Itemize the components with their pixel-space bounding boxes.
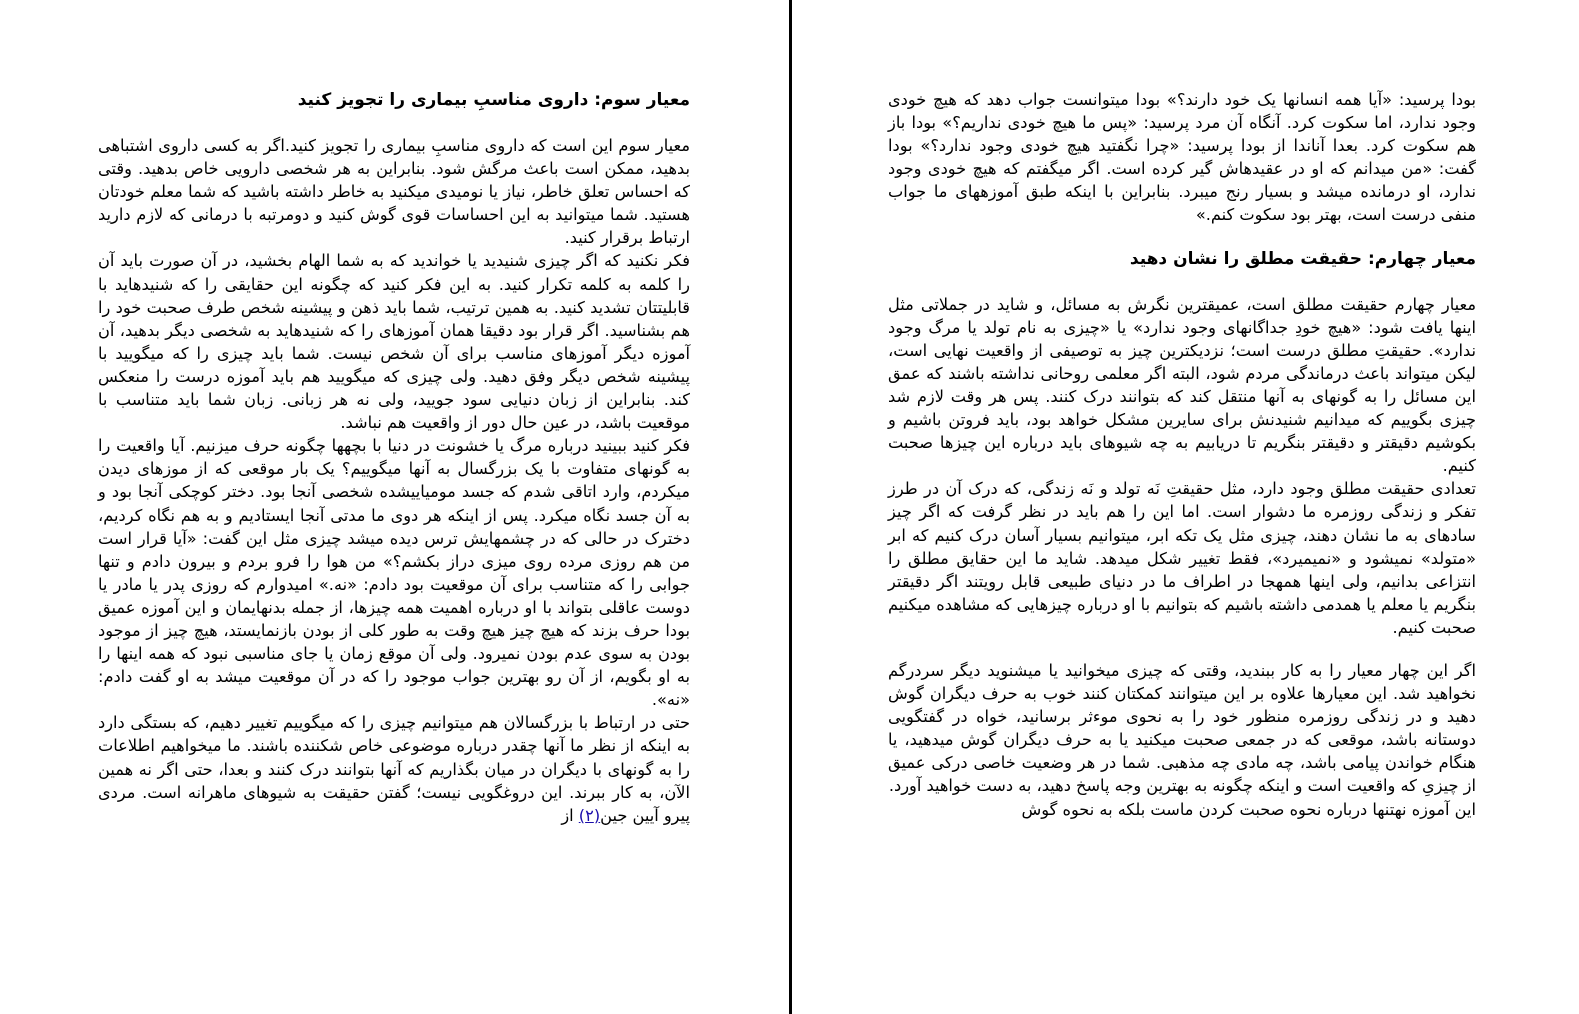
section-heading-criterion-four: معیار چهارم: حقیقت مطلق را نشان دهید: [1129, 248, 1476, 269]
paragraph: اگر این چهار معیار را به کار ببندید، وقتی که چیزی میخوانید یا میشنوید دیگر سردرگم نخواهید شد. این معیارها علاوه بر این میتوانند کمکتان کنند خوب به حرف دیگران گوش دهید و در زندگی روزمره منظور خود را به نحوی موءثر برسانید، خواه در گفتگویی دوستانه باشد، موقعی که در جمعی صحبت میکنید یا به حرف دیگران گوش میدهید، یا هنگام خواندن پیامی باشد، چه مادی چه مذهبی. شما در هر وضعیت خاصی درکی عمیق از چیزیِ که واقعیت است و اینکه چگونه به بهترین وجه پاسخ دهید، به دست خواهید آورد.: [888, 660, 1476, 796]
spacer: [888, 639, 1476, 659]
footnote-link[interactable]: (۲): [578, 805, 601, 825]
paragraph: تعدادی حقیقت مطلق وجود دارد، مثل حقیقتِ نَه تولد و نَه زندگی، که درک آن در طرز تفکر و زندگی روزمره ما دشوار است. اما این را هم باید در نظر گرفت که اگر چیز سادهای به ما نشان دهند، چیزی مثل یک تکه ابر، میتوانیم بسیار آسان درک کنیم که ابر «متولد» نمیشود و «نمیمیرد»، فقط تغییر شکل میدهد. شاید ما این حقایق مطلق را انتزاعی بدانیم، ولی اینها همهجا در اطراف ما در دنیای طبیعی قابل رویتند اگر دقیقتر بنگریم یا معلم یا همدمی داشته باشیم که بتوانیم با او درباره چیزهایی که مشاهده میکنیم صحبت کنیم.: [888, 479, 1476, 637]
paragraph: این آموزه نهتنها درباره نحوه صحبت کردن ماست بلکه به نحوه گوش: [1021, 799, 1476, 819]
paragraph: معیار چهارم حقیقت مطلق است، عمیقترین نگرش به مسائل، و شاید در جملاتی مثل اینها یافت شود: «هیچ خودِ جداگانهای وجود ندارد» یا «چیزی به نام تولد یا مرگ وجود ندارد». حقیقتِ مطلق درست است؛ نزدیکترین چیز به توصیفی از واقعیت نهایی است، لیکن میتواند باعث درماندگی مردم شود، البته اگر معلمی روحانی نداشته باشند که عمق این مسائل را به گونهای به آنها منتقل کند که بتوانند درک کنند. پس هر وقت لازم شد چیزی بگوییم که میدانیم شنیدنش برای سایرین مشکل خواهد بود، باید فروتن باشیم و بکوشیم دقیقتر و دقیقتر بنگریم تا دریابیم به چه شیوهای باید درباره این چیزها صحبت کنیم.: [888, 294, 1476, 476]
paragraph-trailing-text: از: [561, 805, 579, 825]
spacer: [888, 271, 1476, 293]
paragraph: معیار سوم این است که داروی مناسبِ بیماری را تجویز کنید.اگر به کسی داروی اشتباهی بدهید، ممکن است باعث مرگش شود. بنابراین به هر شخصی دارویی خاص بدهید. وقتی که احساس تعلق خاطر، نیاز یا نومیدی میکنید به خاطر داشته باشید که شما معلم خودتان هستید. شما میتوانید به این احساسات قوی گوش کنید و دومرتبه با درمانی که لازم دارید ارتباط برقرار کنید.: [98, 136, 690, 248]
spacer: [98, 112, 690, 134]
right-page: [796, 0, 1579, 1014]
spacer: [888, 227, 1476, 247]
paragraph: فکر نکنید که اگر چیزی شنیدید یا خواندید که به شما الهام بخشید، در آن صورت باید آن را کلمه به کلمه تکرار کنید. به این فکر کنید که چگونه این حقایقی را که شنیدهاید با قابلیتتان تشدید کنید. به همین ترتیب، شما باید ذهن و پیشینه شخص طرف صحبت خود را هم بشناسید. اگر قرار بود دقیقا همان آموزهای را که شنیدهاید به شخصی دیگر بدهید، آن آموزه دیگر آموزهای مناسب برای آن شخص نیست. شما باید چیزی را که میگویید با پیشینه شخص دیگر وفق دهید. ولی چیزی که میگویید هم باید آموزه درست را منعکس کند. بنابراین از زبان دنیایی سود جویید، ولی نه هر زبانی. زبان شما باید متناسب با موقعیت باشد، در عین حال دور از واقعیت هم نباشد.: [98, 251, 690, 433]
section-heading-criterion-three: معیار سوم: داروی مناسبِ بیماری را تجویز کنید: [297, 90, 690, 110]
paragraph: فکر کنید ببینید درباره مرگ یا خشونت در دنیا با بچهها چگونه حرف میزنیم. آیا واقعیت را به گونهای متفاوت با یک بزرگسال به آنها میگوییم؟ یک بار موقعی که از موزهای دیدن میکردم، وارد اتاقی شدم که جسد مومیاییشده شخصی آنجا بود. دختر کوچکی آنجا بود و به آن جسد نگاه میکرد. پس از اینکه هر دوی ما مدتی آنجا ایستادیم و به هم نگاه کردیم، دخترک در حالی که در چشمهایش ترس دیده میشد چیزی مثل این گفت: «آیا قرار است من هم روزی مرده روی میزی دراز بکشم؟» من هوا را فرو بردم و بیرون دادم و تنها جوابی را که متناسب برای آن موقعیت بود دادم: «نه.» امیدوارم که روزی پدر یا مادر یا دوست عاقلی بتواند با او درباره اهمیت همه چیزها، از جمله بدنهایمان و این آموزه عمیق بودا حرف بزند که هیچ چیز هیچ وقت به طور کلی از بودن بازنمایستد، هیچ چیز از موجود بودن به سوی عدم بودن نمیرود. ولی آن موقع زمان یا جای مناسبی نبود که همه اینها را به او بگویم، از آن رو بهترین جواب موجود را که در آن موقعیت میشد به او گفت دادم: «نه».: [98, 436, 690, 710]
paragraph-text: حتی در ارتباط با بزرگسالان هم میتوانیم چیزی را که میگوییم تغییر دهیم، که بستگی دارد به اینکه از نظر ما آنها چقدر درباره موضوعی خاص شکننده باشند. ما میخواهیم اطلاعات را به گونهای با دیگران در میان بگذاریم که آنها بتوانند درک کنند و بعدا، حتی اگر نه همین الآن، به کار ببرند. این دروغگویی نیست؛ گفتن حقیقت به شیوهای ماهرانه است. مردی پیرو آیین جین: [98, 713, 690, 825]
left-page-text: [98, 88, 690, 827]
paragraph-with-footnote: [98, 711, 690, 826]
right-page-text: [888, 88, 1476, 821]
page-divider: [789, 0, 792, 1014]
paragraph: بودا پرسید: «آیا همه انسانها یک خود دارند؟» بودا میتوانست جواب دهد که هیچ خودی وجود ندارد، اما سکوت کرد. آنگاه آن مرد پرسید: «پس ما هیچ خودی نداریم؟» بودا باز هم سکوت کرد. بعدا آناندا از بودا پرسید: «چرا نگفتید هیچ خودی وجود ندارد؟» بودا گفت: «من میدانم که او در عقیدهاش گیر کرده است. اگر میگفتم که هیچ خودی وجود ندارد، او درمانده میشد و بسیار رنج میبرد. بنابراین با اینکه طبق آموزههای ما جواب منفی درست است، بهتر بود سکوت کنم.»: [888, 90, 1476, 225]
